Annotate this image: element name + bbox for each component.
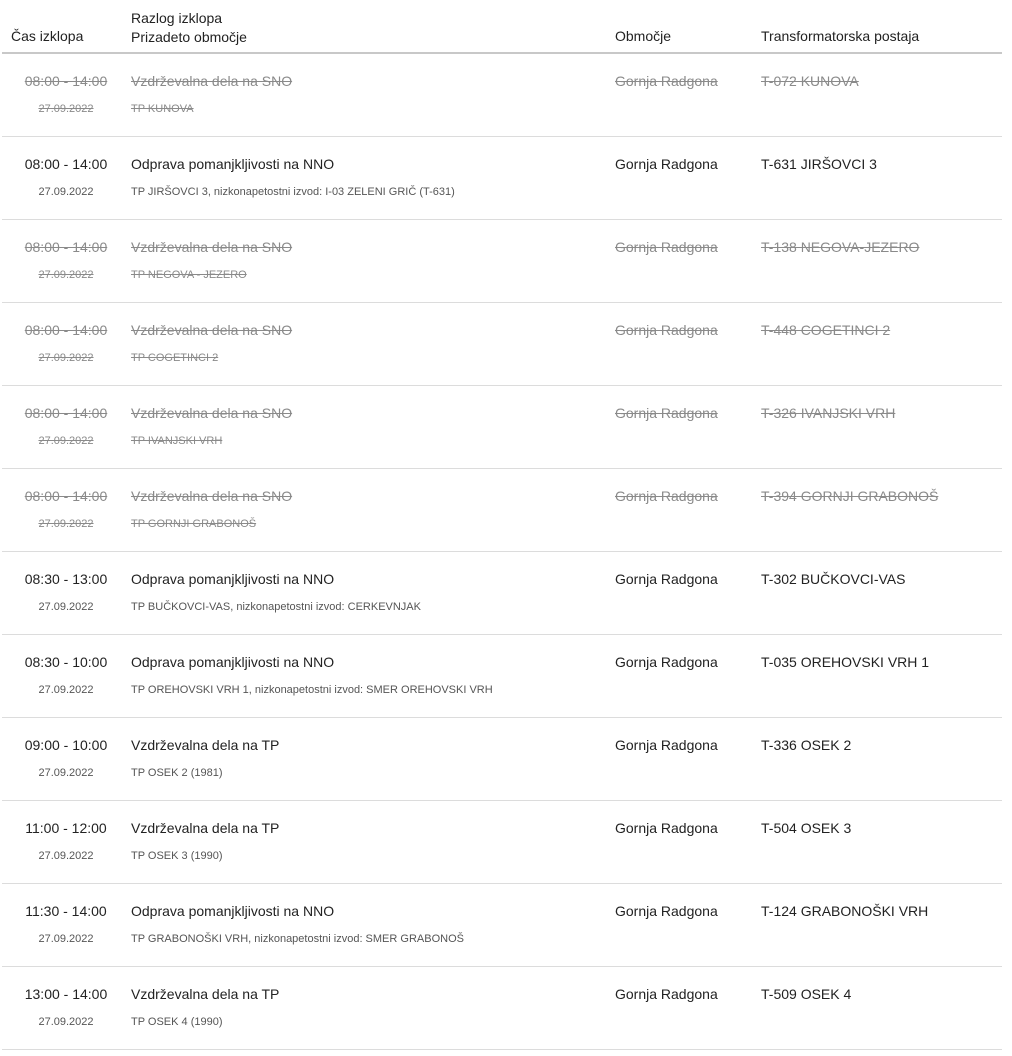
affected-area: TP OREHOVSKI VRH 1, nizkonapetostni izvod: SMER OREHOVSKI VRH <box>131 684 493 696</box>
table-row-cancelled[interactable] <box>2 303 1002 386</box>
outage-area: Gornja Radgona <box>615 488 718 504</box>
table-row[interactable] <box>2 718 1002 801</box>
outage-time: 11:00 - 12:00 <box>25 820 107 836</box>
affected-area: TP OSEK 4 (1990) <box>131 1016 223 1028</box>
outage-time: 11:30 - 14:00 <box>25 903 107 919</box>
outage-time: 08:00 - 14:00 <box>24 488 108 504</box>
table-header <box>2 0 1002 54</box>
outage-time: 08:30 - 13:00 <box>24 571 108 587</box>
affected-area: TP NEGOVA - JEZERO <box>131 269 247 281</box>
transformer-station: T-509 OSEK 4 <box>761 986 852 1002</box>
outage-reason: Vzdrževalna dela na TP <box>131 737 280 753</box>
affected-area: TP IVANJSKI VRH <box>131 435 223 447</box>
outage-area: Gornja Radgona <box>615 820 718 836</box>
table-row-cancelled[interactable] <box>2 54 1002 137</box>
column-header-affected-label: Prizadeto območje <box>131 29 247 45</box>
outage-date: 27.09.2022 <box>38 1016 94 1028</box>
outage-date: 27.09.2022 <box>38 601 94 613</box>
outage-reason: Odprava pomanjkljivosti na NNO <box>131 654 335 670</box>
outage-reason: Vzdrževalna dela na TP <box>131 820 280 836</box>
affected-area: TP BUČKOVCI-VAS, nizkonapetostni izvod: CERKEVNJAK <box>131 601 421 613</box>
outage-reason: Vzdrževalna dela na SNO <box>131 322 293 338</box>
table-row[interactable] <box>2 884 1002 967</box>
outage-time: 08:00 - 14:00 <box>24 322 108 338</box>
affected-area: TP OSEK 3 (1990) <box>131 850 223 862</box>
transformer-station: T-504 OSEK 3 <box>761 820 852 836</box>
outage-area: Gornja Radgona <box>615 239 718 255</box>
outage-area: Gornja Radgona <box>615 322 718 338</box>
outage-reason: Vzdrževalna dela na SNO <box>131 405 293 421</box>
outage-time: 08:00 - 14:00 <box>24 405 108 421</box>
table-body <box>2 54 1002 1050</box>
outage-reason: Vzdrževalna dela na SNO <box>131 239 293 255</box>
transformer-station: T-448 COGETINCI 2 <box>761 322 891 338</box>
outage-area: Gornja Radgona <box>615 737 718 753</box>
transformer-station: T-326 IVANJSKI VRH <box>761 405 896 421</box>
affected-area: TP GORNJI GRABONOŠ <box>131 518 257 530</box>
outage-time: 08:00 - 14:00 <box>24 73 108 89</box>
outage-date: 27.09.2022 <box>38 352 94 364</box>
outage-date: 27.09.2022 <box>38 435 94 447</box>
outage-area: Gornja Radgona <box>615 571 718 587</box>
outage-time: 08:00 - 14:00 <box>24 156 108 172</box>
transformer-station: T-336 OSEK 2 <box>761 737 852 753</box>
table-row[interactable] <box>2 137 1002 220</box>
outage-area: Gornja Radgona <box>615 156 718 172</box>
outage-reason: Vzdrževalna dela na TP <box>131 986 280 1002</box>
outage-date: 27.09.2022 <box>38 103 94 115</box>
outage-date: 27.09.2022 <box>38 269 94 281</box>
affected-area: TP COGETINCI 2 <box>131 352 219 364</box>
outage-area: Gornja Radgona <box>615 405 718 421</box>
column-header-reason[interactable] <box>131 9 247 47</box>
transformer-station: T-035 OREHOVSKI VRH 1 <box>761 654 930 670</box>
outage-reason: Odprava pomanjkljivosti na NNO <box>131 156 335 172</box>
outage-reason: Odprava pomanjkljivosti na NNO <box>131 571 335 587</box>
transformer-station: T-631 JIRŠOVCI 3 <box>761 156 877 172</box>
column-header-station[interactable]: Transformatorska postaja <box>761 28 920 44</box>
table-row-cancelled[interactable] <box>2 220 1002 303</box>
outage-reason: Vzdrževalna dela na SNO <box>131 488 293 504</box>
affected-area: TP KUNOVA <box>131 103 194 115</box>
outage-area: Gornja Radgona <box>615 654 718 670</box>
outage-date: 27.09.2022 <box>38 186 94 198</box>
table-row[interactable] <box>2 552 1002 635</box>
outage-date: 27.09.2022 <box>38 933 94 945</box>
column-header-reason-label: Razlog izklopa <box>131 10 223 26</box>
affected-area: TP OSEK 2 (1981) <box>131 767 223 779</box>
table-row[interactable] <box>2 967 1002 1050</box>
transformer-station: T-394 GORNJI GRABONOŠ <box>761 488 939 504</box>
outage-area: Gornja Radgona <box>615 903 718 919</box>
outage-time: 08:30 - 10:00 <box>24 654 108 670</box>
outage-area: Gornja Radgona <box>615 73 718 89</box>
table-row-cancelled[interactable] <box>2 469 1002 552</box>
outage-table <box>2 0 1002 1050</box>
table-row[interactable] <box>2 801 1002 884</box>
transformer-station: T-072 KUNOVA <box>761 73 859 89</box>
outage-date: 27.09.2022 <box>38 684 94 696</box>
outage-reason: Vzdrževalna dela na SNO <box>131 73 293 89</box>
outage-time: 09:00 - 10:00 <box>24 737 108 753</box>
column-header-time[interactable]: Čas izklopa <box>11 28 84 44</box>
outage-area: Gornja Radgona <box>615 986 718 1002</box>
outage-reason: Odprava pomanjkljivosti na NNO <box>131 903 335 919</box>
outage-time: 13:00 - 14:00 <box>24 986 108 1002</box>
table-row-cancelled[interactable] <box>2 386 1002 469</box>
transformer-station: T-124 GRABONOŠKI VRH <box>761 903 929 919</box>
affected-area: TP JIRŠOVCI 3, nizkonapetostni izvod: I-03 ZELENI GRIČ (T-631) <box>131 186 455 198</box>
affected-area: TP GRABONOŠKI VRH, nizkonapetostni izvod: SMER GRABONOŠ <box>131 933 464 945</box>
transformer-station: T-302 BUČKOVCI-VAS <box>761 571 906 587</box>
outage-time: 08:00 - 14:00 <box>24 239 108 255</box>
outage-date: 27.09.2022 <box>38 767 94 779</box>
outage-date: 27.09.2022 <box>38 518 94 530</box>
outage-date: 27.09.2022 <box>38 850 94 862</box>
column-header-area[interactable]: Območje <box>615 28 672 44</box>
transformer-station: T-138 NEGOVA-JEZERO <box>761 239 920 255</box>
table-row[interactable] <box>2 635 1002 718</box>
